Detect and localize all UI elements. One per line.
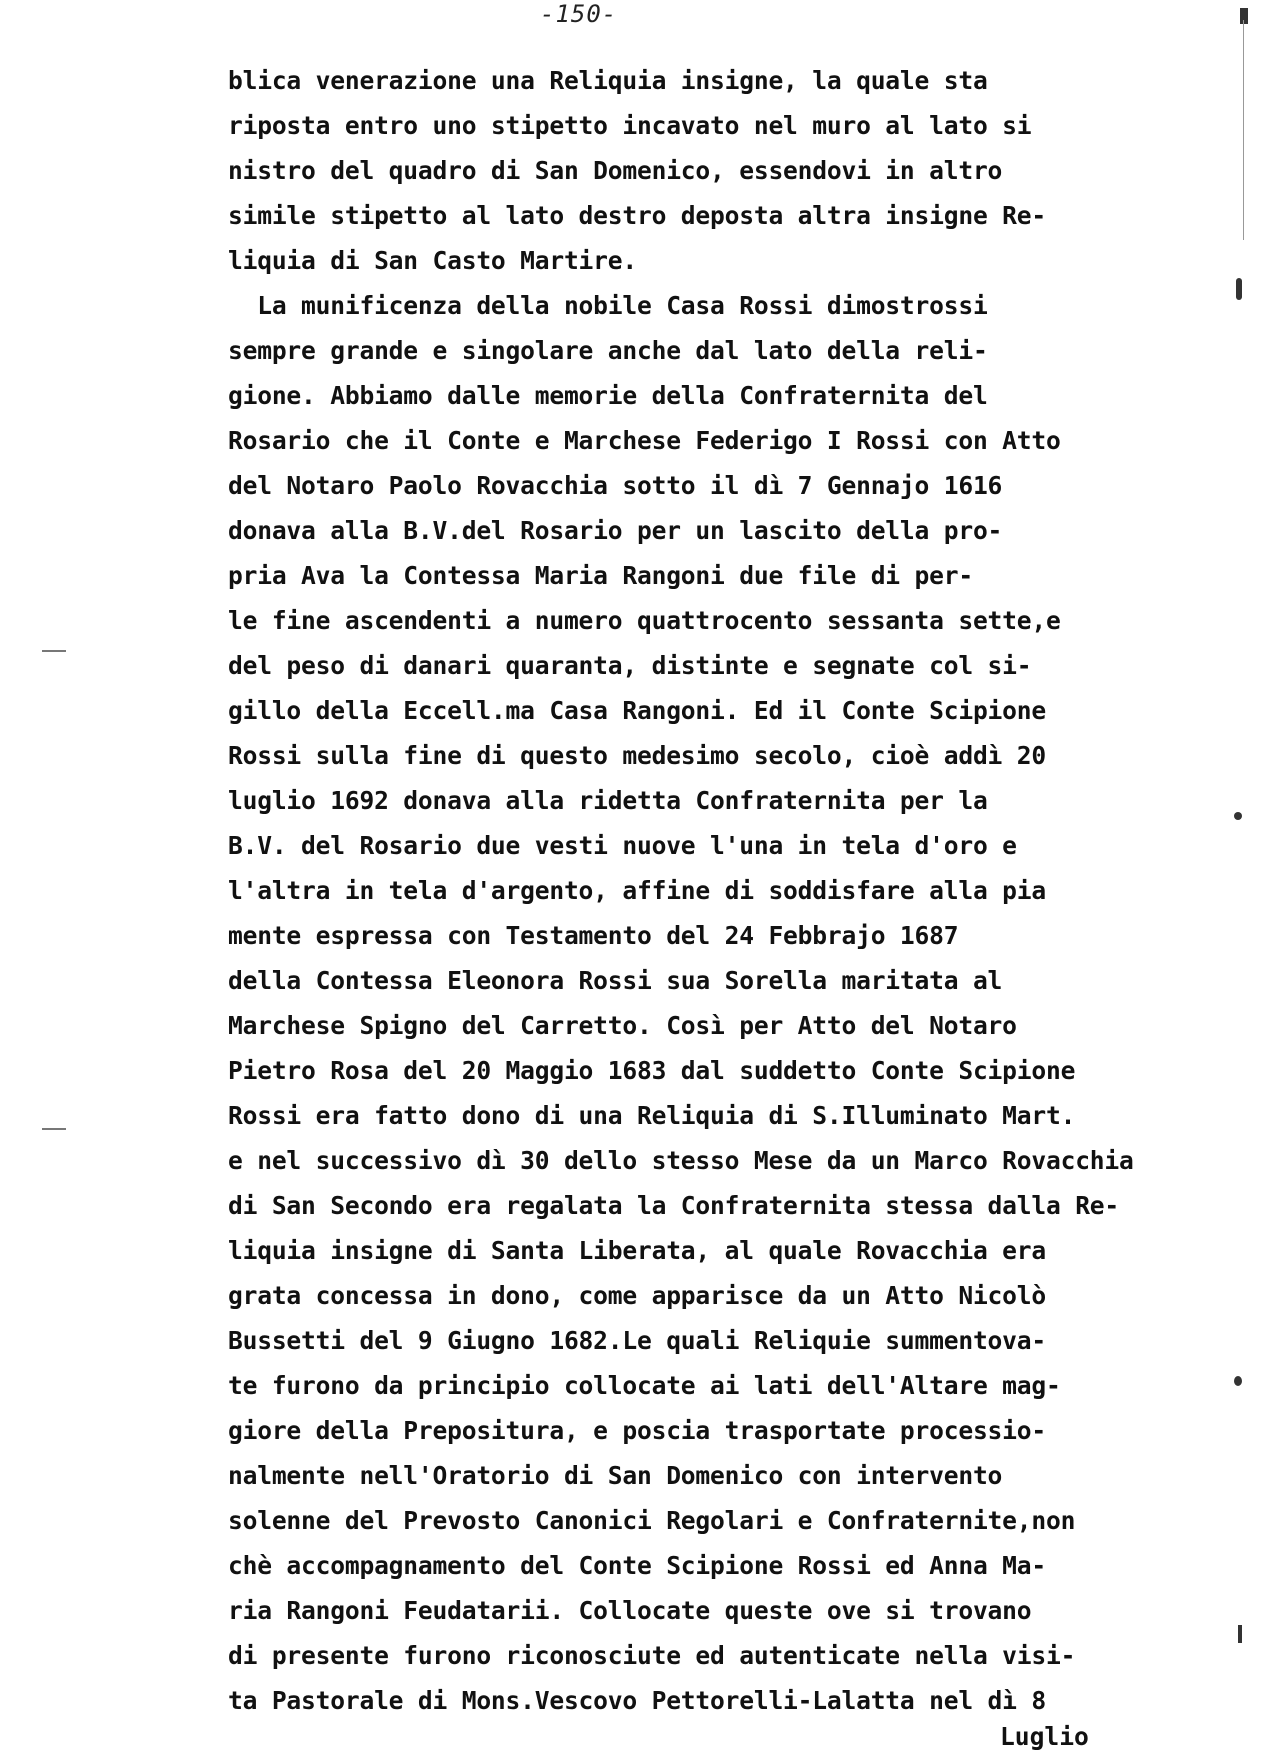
text-line: di presente furono riconosciute ed autenticate nella visi- [228,1641,1076,1670]
text-line: e nel successivo dì 30 dello stesso Mese da un Marco Rovacchia [228,1146,1134,1175]
binding-mark [42,1128,66,1130]
text-line: le fine ascendenti a numero quattrocento sessanta sette,e [228,606,1061,635]
text-line: sempre grande e singolare anche dal lato della reli- [228,336,988,365]
text-line: grata concessa in dono, come apparisce da un Atto Nicolò [228,1281,1046,1310]
margin-mark [1234,1376,1242,1386]
text-line: La munificenza della nobile Casa Rossi dimostrossi [228,291,988,320]
text-line: l'altra in tela d'argento, affine di soddisfare alla pia [228,876,1046,905]
page-number: -150- [540,0,618,28]
text-line: Rossi era fatto dono di una Reliquia di S.Illuminato Mart. [228,1101,1076,1130]
text-line: giore della Prepositura, e poscia trasportate processio- [228,1416,1046,1445]
text-line: pria Ava la Contessa Maria Rangoni due file di per- [228,561,973,590]
text-line: mente espressa con Testamento del 24 Febbrajo 1687 [228,921,959,950]
text-line: donava alla B.V.del Rosario per un lascito della pro- [228,516,1003,545]
margin-mark [1238,1625,1242,1643]
text-line: liquia insigne di Santa Liberata, al quale Rovacchia era [228,1236,1046,1265]
text-line: B.V. del Rosario due vesti nuove l'una in tela d'oro e [228,831,1017,860]
margin-mark [1236,278,1242,300]
text-line: Rossi sulla fine di questo medesimo secolo, cioè addì 20 [228,741,1046,770]
margin-mark [1240,8,1248,24]
text-line: nalmente nell'Oratorio di San Domenico con intervento [228,1461,1003,1490]
text-line: di San Secondo era regalata la Confraternita stessa dalla Re- [228,1191,1120,1220]
text-line: simile stipetto al lato destro deposta altra insigne Re- [228,201,1046,230]
binding-mark [42,650,66,652]
text-line: blica venerazione una Reliquia insigne, la quale sta [228,66,988,95]
text-line: gillo della Eccell.ma Casa Rangoni. Ed il Conte Scipione [228,696,1046,725]
text-line: del Notaro Paolo Rovacchia sotto il dì 7 Gennajo 1616 [228,471,1003,500]
text-line: Pietro Rosa del 20 Maggio 1683 dal suddetto Conte Scipione [228,1056,1076,1085]
text-line: liquia di San Casto Martire. [228,246,637,275]
margin-mark [1234,812,1242,820]
text-line: te furono da principio collocate ai lati dell'Altare mag- [228,1371,1061,1400]
text-line: del peso di danari quaranta, distinte e segnate col si- [228,651,1032,680]
text-line: chè accompagnamento del Conte Scipione Rossi ed Anna Ma- [228,1551,1046,1580]
catchword: Luglio [1000,1722,1089,1751]
text-line: solenne del Prevosto Canonici Regolari e Confraternite,non [228,1506,1076,1535]
text-line: gione. Abbiamo dalle memorie della Confraternita del [228,381,988,410]
text-line: nistro del quadro di San Domenico, essendovi in altro [228,156,1003,185]
text-line: ta Pastorale di Mons.Vescovo Pettorelli-Lalatta nel dì 8 [228,1686,1046,1715]
text-line: Marchese Spigno del Carretto. Così per Atto del Notaro [228,1011,1017,1040]
text-line: luglio 1692 donava alla ridetta Confraternita per la [228,786,988,815]
text-line: Rosario che il Conte e Marchese Federigo I Rossi con Atto [228,426,1061,455]
text-line: ria Rangoni Feudatarii. Collocate queste ove si trovano [228,1596,1032,1625]
margin-rule [1243,20,1244,240]
body-text [228,58,1188,1723]
text-line: della Contessa Eleonora Rossi sua Sorella maritata al [228,966,1003,995]
text-line: Bussetti del 9 Giugno 1682.Le quali Reliquie summentova- [228,1326,1046,1355]
text-line: riposta entro uno stipetto incavato nel muro al lato si [228,111,1032,140]
